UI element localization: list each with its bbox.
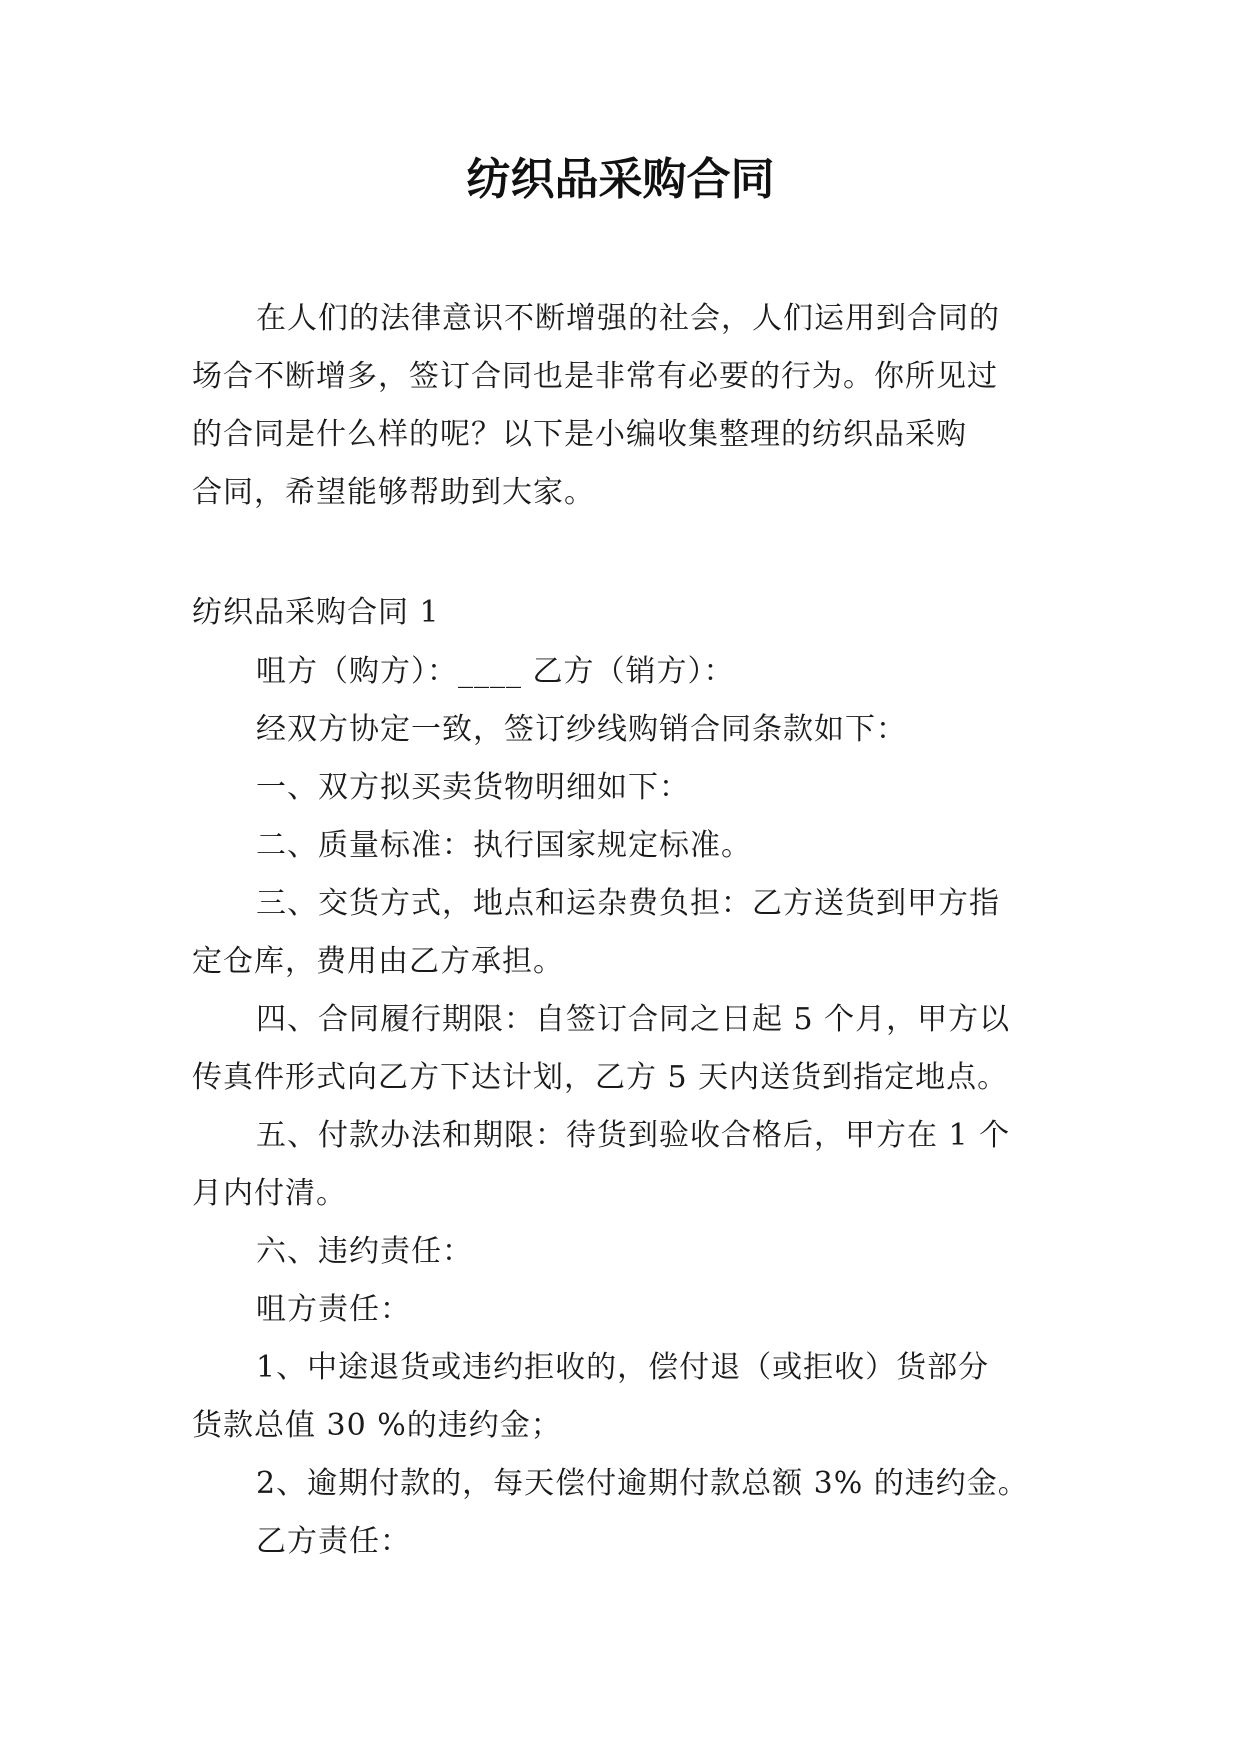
intro-line: 的合同是什么样的呢？以下是小编收集整理的纺织品采购 <box>192 417 967 452</box>
contract-line: 咀方（购方）：____ 乙方（销方）： <box>256 654 735 689</box>
contract-line: 五、付款办法和期限：待货到验收合格后，甲方在 1 个 <box>256 1118 1011 1153</box>
intro-line: 合同，希望能够帮助到大家。 <box>192 475 595 510</box>
contract-line: 经双方协定一致，签订纱线购销合同条款如下： <box>256 712 907 747</box>
intro-line: 场合不断增多，签订合同也是非常有必要的行为。你所见过 <box>192 359 998 394</box>
contract-line: 2、逾期付款的，每天偿付逾期付款总额 3% 的违约金。 <box>256 1466 1029 1501</box>
contract-line: 乙方责任： <box>256 1524 411 1559</box>
contract-line: 定仓库，费用由乙方承担。 <box>192 944 564 979</box>
contract-line: 四、合同履行期限：自签订合同之日起 5 个月，甲方以 <box>256 1002 1011 1037</box>
contract-line: 二、质量标准：执行国家规定标准。 <box>256 828 752 863</box>
contract-line: 传真件形式向乙方下达计划，乙方 5 天内送货到指定地点。 <box>192 1060 1009 1095</box>
document-title: 纺织品采购合同 <box>466 154 775 205</box>
intro-line: 在人们的法律意识不断增强的社会，人们运用到合同的 <box>256 301 1000 336</box>
contract-line: 货款总值 30 %的违约金； <box>192 1408 562 1443</box>
contract-line: 1、中途退货或违约拒收的，偿付退（或拒收）货部分 <box>256 1350 990 1385</box>
contract-line: 一、双方拟买卖货物明细如下： <box>256 770 690 805</box>
contract-line: 六、违约责任： <box>256 1234 473 1269</box>
contract-line: 咀方责任： <box>256 1292 411 1327</box>
contract-line: 月内付清。 <box>192 1176 347 1211</box>
section-heading: 纺织品采购合同 1 <box>192 595 440 630</box>
contract-line: 三、交货方式，地点和运杂费负担：乙方送货到甲方指 <box>256 886 1000 921</box>
